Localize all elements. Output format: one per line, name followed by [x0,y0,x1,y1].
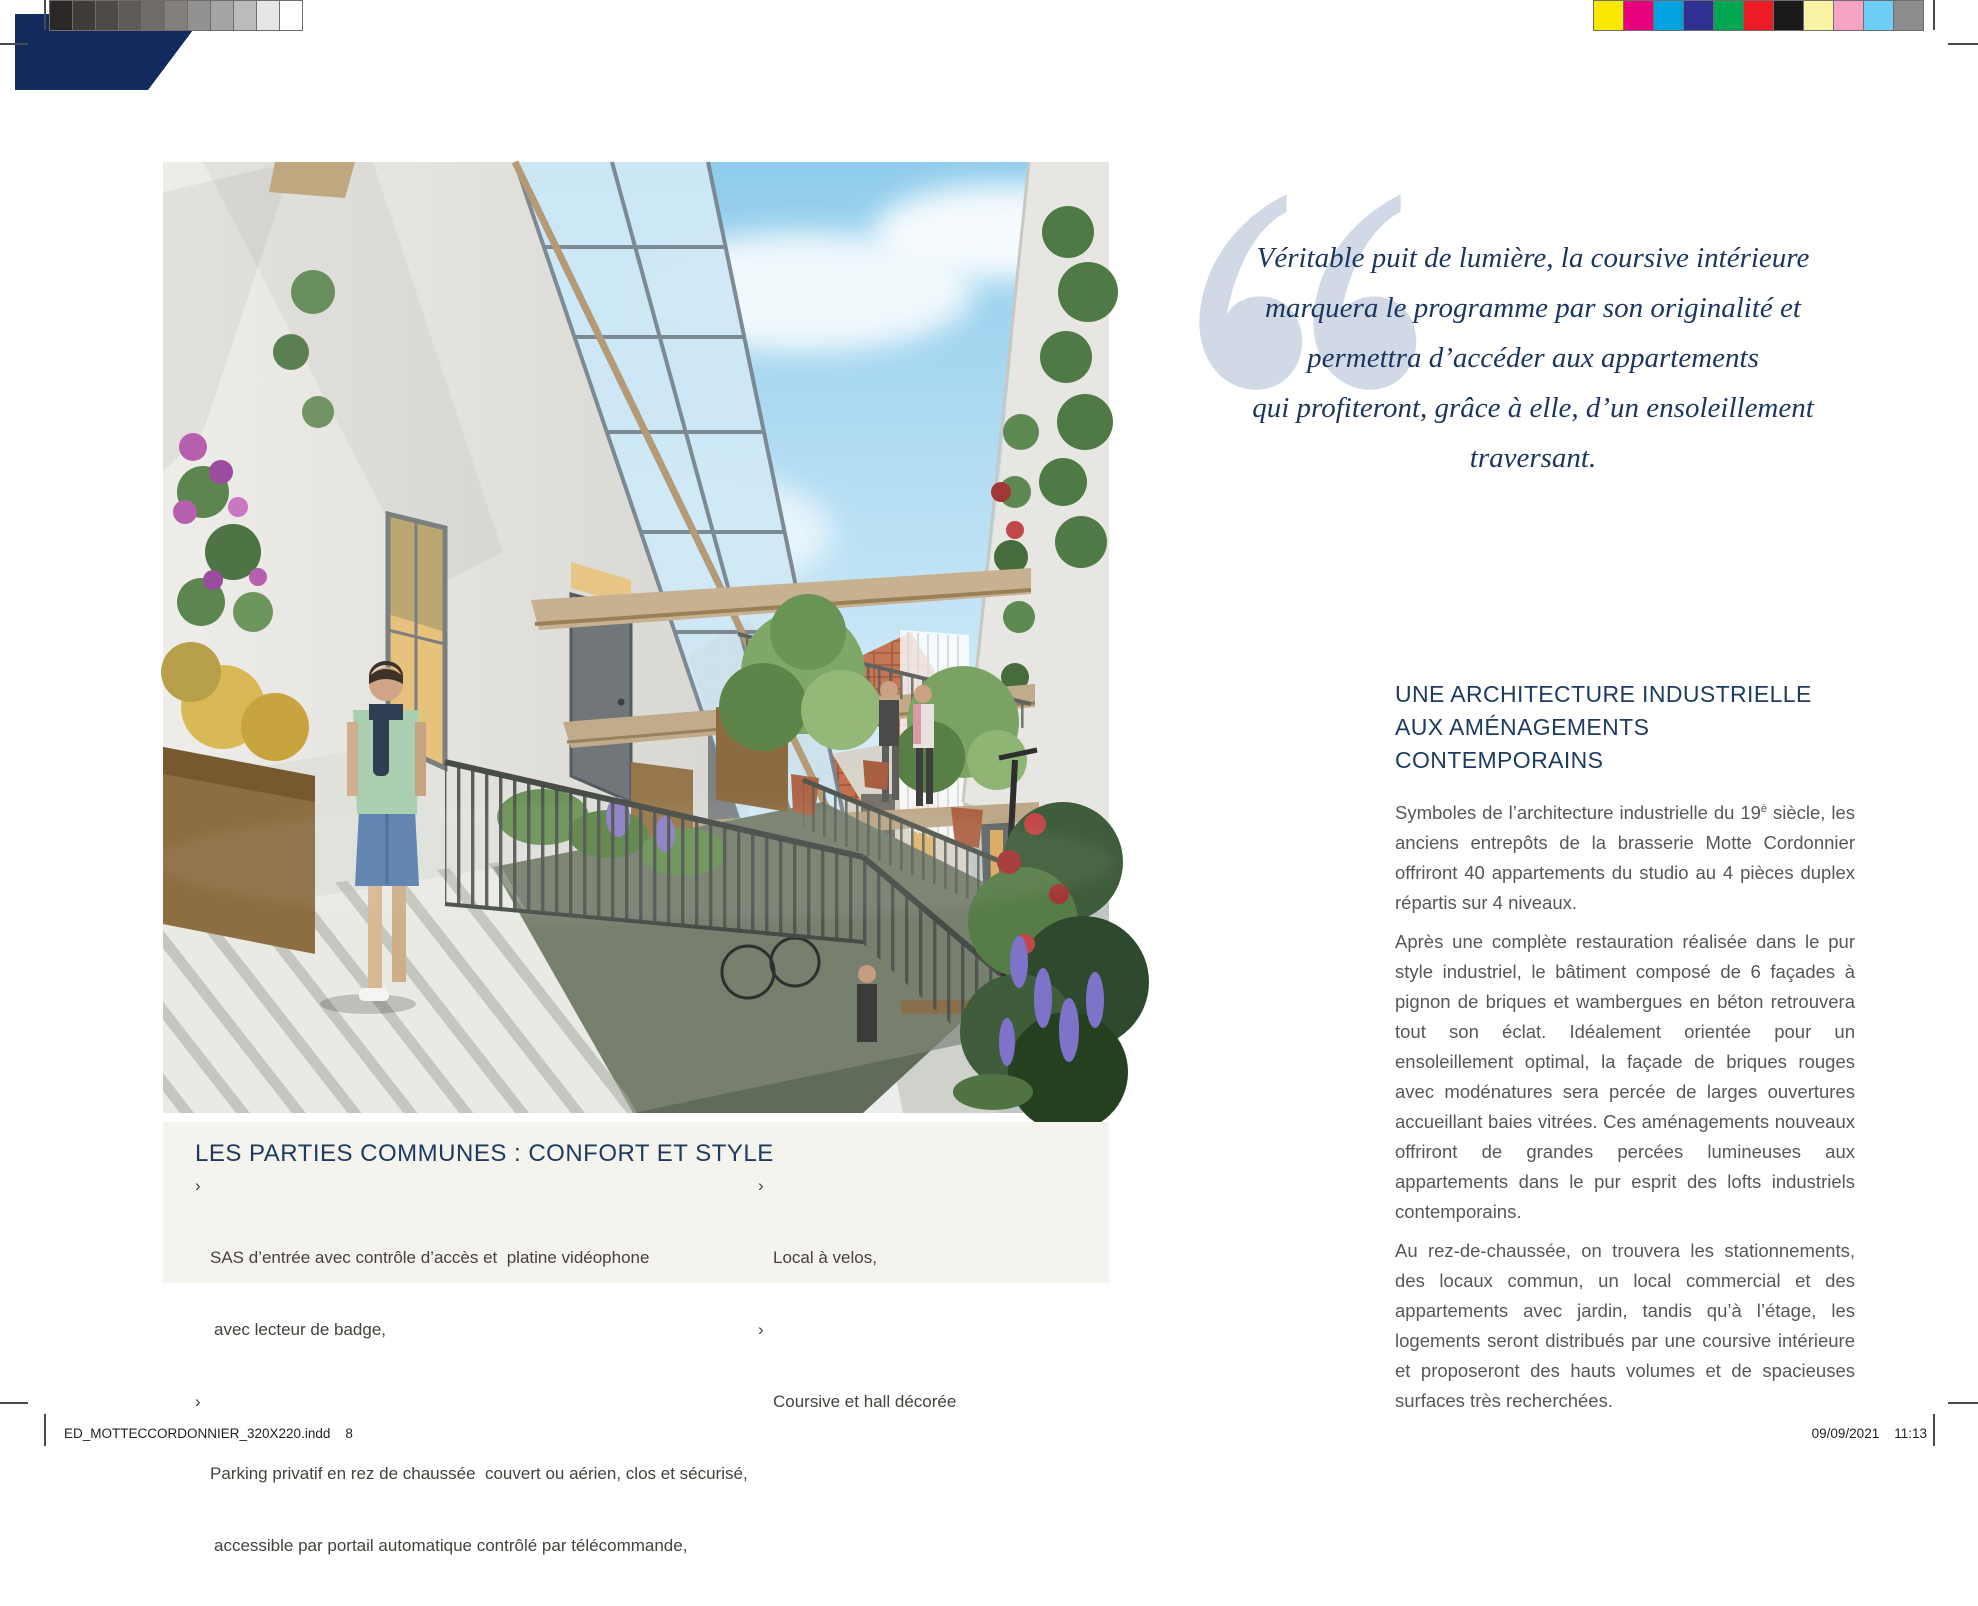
article-paragraph: Symboles de l’architecture industrielle du $19^è$ siècle, les anciens entrepôts de la brasserie Motte Cordonnier offriront 40 appartements du studio au 4 pièces duplex répartis sur 4 niveaux. [1395,802,1855,913]
bullet-list-left [195,1174,780,1606]
color-calibration-bar [1594,0,1924,31]
crop-mark [44,1414,46,1446]
color-swatch [1623,0,1654,31]
quote-line: permettra d’accéder aux appartements [1307,342,1759,374]
crop-mark [0,1402,28,1404]
list-item: › SAS d’entrée avec contrôle d’accès et platine vidéophone avec lecteur de badge, [195,1176,650,1339]
gray-swatch [95,0,119,31]
gray-swatch [72,0,96,31]
gray-swatch [164,0,188,31]
gray-swatch [279,0,303,31]
color-swatch [1833,0,1864,31]
panel-heading: LES PARTIES COMMUNES : CONFORT ET STYLE [195,1140,774,1167]
gray-swatch [256,0,280,31]
article-heading: UNE ARCHITECTURE INDUSTRIELLE AUX AMÉNAGEMENTS CONTEMPORAINS [1395,681,1812,773]
color-swatch [1653,0,1684,31]
footer-document-info [64,1426,353,1441]
document-filename: ED_MOTTECCORDONNIER_320X220.indd [64,1426,331,1441]
quote-line: traversant. [1469,442,1597,474]
pull-quote [1150,233,1916,483]
crop-mark [1933,0,1935,30]
gray-swatch [187,0,211,31]
page-number: 8 [345,1426,353,1441]
crop-mark [1933,1414,1935,1446]
list-item: › Local à velos, [758,1176,877,1267]
gray-swatch [233,0,257,31]
gray-swatch [118,0,142,31]
article-paragraph: Au rez-de-chaussée, on trouvera les stationnements, des locaux commun, un local commercial et des appartements avec jardin, tandis qu’à l’étage, les logements seront distribués par une coursive intérieure et proposeront des hauts volumes et de spacieuses surfaces très recherchées. [1395,1240,1855,1411]
courtyard-rendering [163,162,1109,1113]
gray-swatch [210,0,234,31]
list-item: › Coursive et hall décorée [758,1320,957,1411]
crop-mark [1948,1402,1978,1404]
color-swatch [1593,0,1624,31]
crop-mark [0,43,28,45]
color-swatch [1863,0,1894,31]
color-swatch [1773,0,1804,31]
bullet-icon: › [758,1176,764,1195]
quote-line: marquera le programme par son originalité et [1265,292,1801,324]
courtyard-rendering-image [163,162,1109,1113]
article-paragraph: Après une complète restauration réalisée dans le pur style industriel, le bâtiment composé de 6 façades à pignon de briques et wambergues en béton retrouvera tout son éclat. Idéalement orientée pour un ensoleillement optimal, la façade de briques rouges avec modénatures sera percée de larges ouvertures accueillant baies vitrées. Ces aménagements nouveaux offriront de grandes percées lumineuses aux appartements dans le pur esprit des lofts industriels contemporains. [1395,931,1855,1222]
color-swatch [1743,0,1774,31]
gray-swatch [49,0,73,31]
print-date: 09/09/2021 [1811,1426,1880,1441]
color-swatch [1713,0,1744,31]
color-swatch [1683,0,1714,31]
crop-mark [1948,43,1978,45]
print-time: 11:13 [1894,1426,1927,1441]
superscript: è [1760,802,1768,815]
color-swatch [1803,0,1834,31]
bullet-icon: › [195,1392,201,1411]
gray-swatch [141,0,165,31]
crop-mark [44,0,46,30]
grayscale-calibration-bar [50,0,303,31]
list-item: › Parking privatif en rez de chaussée couvert ou aérien, clos et sécurisé, accessible par portail automatique contrôlé par télécommande, [195,1392,748,1555]
quote-line: qui profiteront, grâce à elle, d’un ensoleillement [1252,392,1814,424]
footer-timestamp [1812,1426,1927,1441]
bullet-icon: › [195,1176,201,1195]
color-swatch [1893,0,1924,31]
article-column [1395,678,1855,1416]
quote-line: Véritable puit de lumière, la coursive intérieure [1256,242,1810,274]
bullet-icon: › [758,1320,764,1339]
bullet-list-right [758,1174,1088,1462]
